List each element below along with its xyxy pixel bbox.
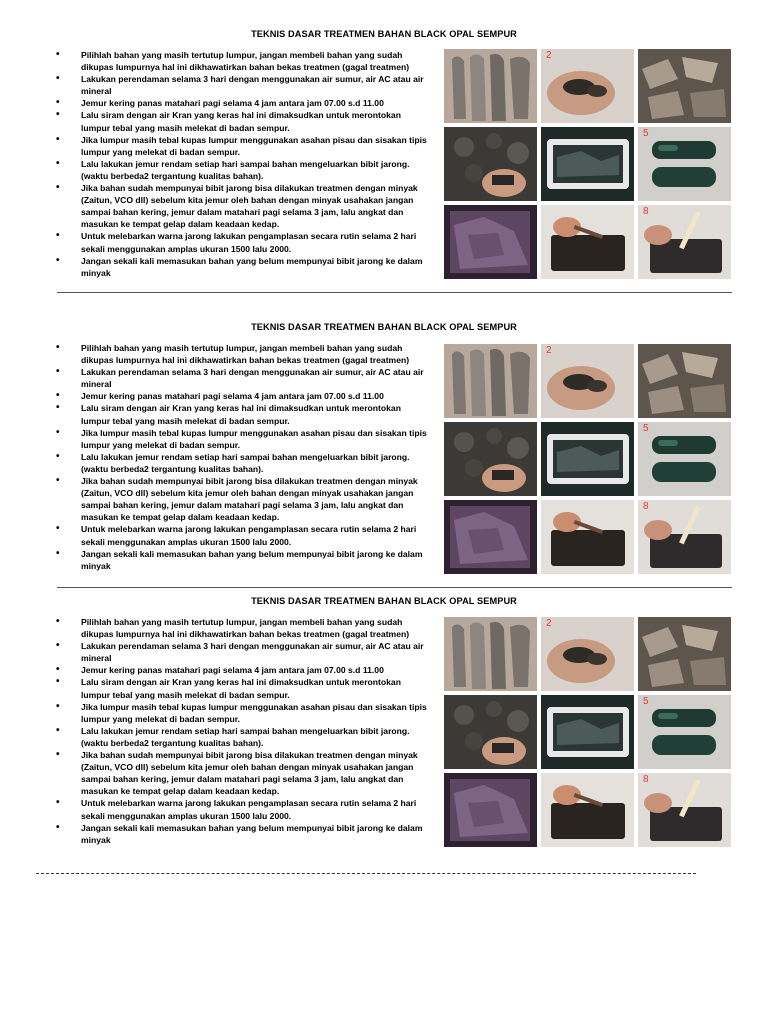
step-item: • Lalu lakukan jemur rendam setiap hari sampai bahan mengeluarkan bibit jarong. (waktu berbeda2 tergantung kualitas bahan). bbox=[52, 158, 432, 182]
step-photo bbox=[638, 344, 731, 418]
photo-number: 5 bbox=[643, 423, 649, 434]
step-photo bbox=[444, 617, 537, 691]
step-item: • Jika bahan sudah mempunyai bibit jarong bisa dilakukan treatmen dengan minyak (Zaitun, VCO dll) sebelum kita jemur oleh bahan dengan minyak usahakan jangan sampai bahan kering, jemur dalam matahari pagi selama 3 jam, lalu angkat dan masukan ke tempat gelap dalam keadaan kedap. bbox=[52, 182, 432, 230]
step-photo bbox=[638, 127, 731, 201]
step-item: • Lakukan perendaman selama 3 hari dengan menggunakan air sumur, air AC atau air mineral bbox=[52, 640, 432, 664]
step-photo bbox=[541, 422, 634, 496]
step-photo bbox=[541, 344, 634, 418]
step-item: • Lalu lakukan jemur rendam setiap hari sampai bahan mengeluarkan bibit jarong. (waktu berbeda2 tergantung kualitas bahan). bbox=[52, 725, 432, 749]
step-photo bbox=[541, 500, 634, 574]
step-photo bbox=[541, 695, 634, 769]
step-item: • Pilihlah bahan yang masih tertutup lumpur, jangan membeli bahan yang sudah dikupas lumpurnya hal ini dikhawatirkan bahan bekas treatmen (gagal treatmen) bbox=[52, 616, 432, 640]
step-item: • Lalu siram dengan air Kran yang keras hal ini dimaksudkan untuk merontokan lumpur tebal yang masih melekat di badan sempur. bbox=[52, 109, 432, 133]
photo-grid bbox=[444, 344, 731, 574]
photo-grid bbox=[444, 49, 731, 279]
step-item: • Untuk melebarkan warna jarong lakukan pengamplasan secara rutin selama 2 hari sekali menggunakan amplas ukuran 1500 lalu 2000. bbox=[52, 797, 432, 821]
step-photo bbox=[541, 773, 634, 847]
step-item: • Jangan sekali kali memasukan bahan yang belum mempunyai bibit jarong ke dalam minyak bbox=[52, 548, 432, 572]
step-photo bbox=[541, 127, 634, 201]
step-item: • Jika bahan sudah mempunyai bibit jarong bisa dilakukan treatmen dengan minyak (Zaitun, VCO dll) sebelum kita jemur oleh bahan dengan minyak usahakan jangan sampai bahan kering, jemur dalam matahari pagi selama 3 jam, lalu angkat dan masukan ke tempat gelap dalam keadaan kedap. bbox=[52, 749, 432, 797]
step-item: • Jika lumpur masih tebal kupas lumpur menggunakan asahan pisau dan sisakan tipis lumpur yang melekat di badan sempur. bbox=[52, 701, 432, 725]
photo-number: 2 bbox=[546, 618, 552, 629]
steps-list bbox=[52, 342, 432, 572]
step-item: • Jika lumpur masih tebal kupas lumpur menggunakan asahan pisau dan sisakan tipis lumpur yang melekat di badan sempur. bbox=[52, 427, 432, 451]
step-photo bbox=[444, 127, 537, 201]
step-photo bbox=[444, 773, 537, 847]
step-item: • Jemur kering panas matahari pagi selama 4 jam antara jam 07.00 s.d 11.00 bbox=[52, 97, 432, 109]
section-divider bbox=[57, 587, 732, 588]
step-item: • Jemur kering panas matahari pagi selama 4 jam antara jam 07.00 s.d 11.00 bbox=[52, 390, 432, 402]
photo-number: 8 bbox=[643, 206, 649, 217]
section-title: TEKNIS DASAR TREATMEN BAHAN BLACK OPAL SEMPUR bbox=[251, 29, 517, 39]
step-photo bbox=[444, 422, 537, 496]
section-title: TEKNIS DASAR TREATMEN BAHAN BLACK OPAL SEMPUR bbox=[251, 596, 517, 606]
cut-line bbox=[36, 873, 696, 874]
step-photo bbox=[638, 773, 731, 847]
step-photo bbox=[638, 205, 731, 279]
step-item: • Jika lumpur masih tebal kupas lumpur menggunakan asahan pisau dan sisakan tipis lumpur yang melekat di badan sempur. bbox=[52, 134, 432, 158]
step-item: • Pilihlah bahan yang masih tertutup lumpur, jangan membeli bahan yang sudah dikupas lumpurnya hal ini dikhawatirkan bahan bekas treatmen (gagal treatmen) bbox=[52, 49, 432, 73]
step-photo bbox=[444, 49, 537, 123]
step-photo bbox=[444, 344, 537, 418]
step-photo bbox=[541, 617, 634, 691]
photo-number: 5 bbox=[643, 128, 649, 139]
step-item: • Lakukan perendaman selama 3 hari dengan menggunakan air sumur, air AC atau air mineral bbox=[52, 73, 432, 97]
photo-grid bbox=[444, 617, 731, 847]
step-photo bbox=[541, 49, 634, 123]
section-title: TEKNIS DASAR TREATMEN BAHAN BLACK OPAL SEMPUR bbox=[251, 322, 517, 332]
photo-number: 2 bbox=[546, 345, 552, 356]
steps-list bbox=[52, 616, 432, 846]
step-photo bbox=[541, 205, 634, 279]
step-photo bbox=[638, 422, 731, 496]
step-photo bbox=[638, 617, 731, 691]
step-item: • Jangan sekali kali memasukan bahan yang belum mempunyai bibit jarong ke dalam minyak bbox=[52, 255, 432, 279]
step-item: • Lalu siram dengan air Kran yang keras hal ini dimaksudkan untuk merontokan lumpur tebal yang masih melekat di badan sempur. bbox=[52, 402, 432, 426]
step-item: • Untuk melebarkan warna jarong lakukan pengamplasan secara rutin selama 2 hari sekali menggunakan amplas ukuran 1500 lalu 2000. bbox=[52, 230, 432, 254]
photo-number: 5 bbox=[643, 696, 649, 707]
step-item: • Jika bahan sudah mempunyai bibit jarong bisa dilakukan treatmen dengan minyak (Zaitun, VCO dll) sebelum kita jemur oleh bahan dengan minyak usahakan jangan sampai bahan kering, jemur dalam matahari pagi selama 3 jam, lalu angkat dan masukan ke tempat gelap dalam keadaan kedap. bbox=[52, 475, 432, 523]
step-item: • Untuk melebarkan warna jarong lakukan pengamplasan secara rutin selama 2 hari sekali menggunakan amplas ukuran 1500 lalu 2000. bbox=[52, 523, 432, 547]
photo-number: 8 bbox=[643, 501, 649, 512]
steps-list bbox=[52, 49, 432, 279]
step-photo bbox=[638, 500, 731, 574]
step-photo bbox=[444, 695, 537, 769]
photo-number: 8 bbox=[643, 774, 649, 785]
step-photo bbox=[444, 500, 537, 574]
step-item: • Lakukan perendaman selama 3 hari dengan menggunakan air sumur, air AC atau air mineral bbox=[52, 366, 432, 390]
step-item: • Pilihlah bahan yang masih tertutup lumpur, jangan membeli bahan yang sudah dikupas lumpurnya hal ini dikhawatirkan bahan bekas treatmen (gagal treatmen) bbox=[52, 342, 432, 366]
step-photo bbox=[638, 695, 731, 769]
step-item: • Lalu lakukan jemur rendam setiap hari sampai bahan mengeluarkan bibit jarong. (waktu berbeda2 tergantung kualitas bahan). bbox=[52, 451, 432, 475]
photo-number: 2 bbox=[546, 50, 552, 61]
step-photo bbox=[444, 205, 537, 279]
step-item: • Jemur kering panas matahari pagi selama 4 jam antara jam 07.00 s.d 11.00 bbox=[52, 664, 432, 676]
section-divider bbox=[57, 292, 732, 293]
step-photo bbox=[638, 49, 731, 123]
step-item: • Lalu siram dengan air Kran yang keras hal ini dimaksudkan untuk merontokan lumpur tebal yang masih melekat di badan sempur. bbox=[52, 676, 432, 700]
step-item: • Jangan sekali kali memasukan bahan yang belum mempunyai bibit jarong ke dalam minyak bbox=[52, 822, 432, 846]
